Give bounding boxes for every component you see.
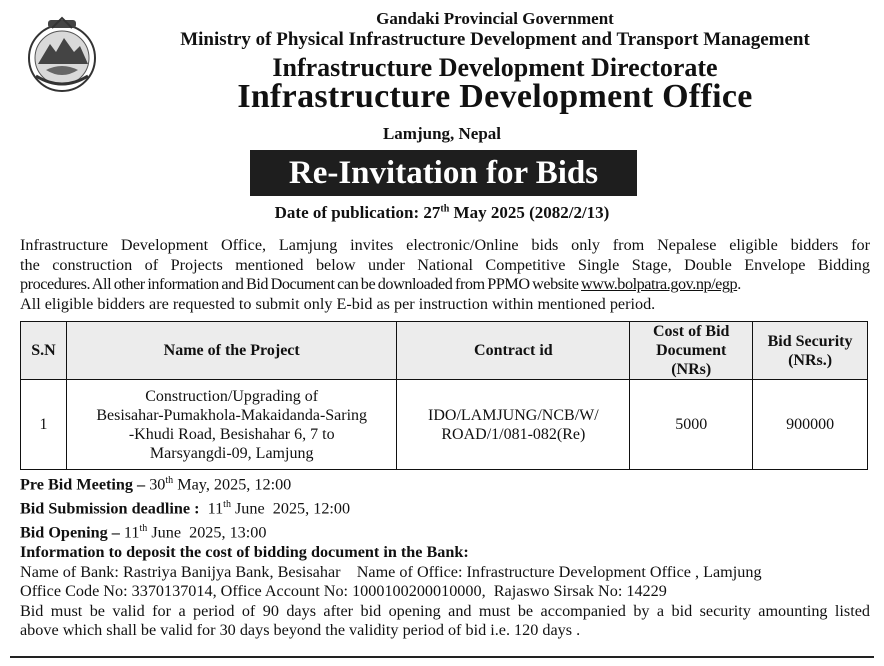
cell-project-name (66, 380, 396, 470)
notice-title-banner: Re-Invitation for Bids (250, 150, 637, 196)
intro-paragraph (20, 236, 870, 314)
submission-rest: June 2025, 12:00 (230, 499, 351, 518)
header-security-line1: Bid Security (767, 332, 853, 350)
cell-security: 900000 (753, 380, 868, 470)
header-cost-line1: Cost of Bid (652, 323, 730, 340)
table-row (21, 380, 868, 470)
project-name-line3: -Khudi Road, Besishahar 6, 7 to (128, 425, 335, 443)
project-name-line2: Besisahar-Pumakhola-Makaidanda-Saring (96, 406, 368, 424)
publication-date-prefix: Date of publication: 27 (274, 203, 441, 222)
header-contract-id: Contract id (397, 322, 630, 380)
intro-line: All eligible bidders are requested to submit only E-bid as per instruction within mentioned period. (20, 294, 656, 313)
opening-day: 11 (119, 523, 140, 542)
office-location: Lamjung, Nepal (382, 124, 502, 143)
header-project-name: Name of the Project (66, 322, 396, 380)
prebid-day: 30 (145, 475, 166, 494)
project-name-line1: Construction/Upgrading of (145, 387, 319, 405)
prebid-sup: th (165, 475, 174, 486)
opening-label: Bid Opening – (20, 523, 120, 542)
validity-line: Bid must be valid for a period of 90 days after bid opening and must be accompanied by a bid security amounting listed (20, 601, 870, 620)
publication-date-suffix: May 2025 (2082/2/13) (449, 203, 610, 222)
validity-line: above which shall be valid for 30 days beyond the validity period of bid i.e. 120 days . (20, 621, 581, 640)
submission-sup: th (223, 498, 231, 510)
projects-table (20, 321, 868, 470)
bank-line: Name of Bank: Rastriya Banijya Bank, Besisahar Name of Office: Infrastructure Development Office , Lamjung (20, 562, 762, 581)
header-security (753, 322, 868, 380)
bank-line: Office Code No: 3370137014, Office Account No: 1000100200010000, Rajaswo Sirsak No: 14229 (20, 582, 667, 601)
header-sn: S.N (21, 322, 67, 380)
bolpatra-link[interactable]: www.bolpatra.gov.np/egp (581, 275, 738, 293)
government-emblem-icon (26, 14, 98, 94)
prebid-rest: May, 2025, 12:00 (173, 475, 292, 494)
cell-cost: 5000 (630, 380, 753, 470)
intro-line: Infrastructure Development Office, Lamjung invites electronic/Online bids only from Nepalese eligible bidders for (20, 236, 870, 254)
header-cost (630, 322, 753, 380)
prebid-meeting (20, 471, 870, 495)
contract-id-line2: ROAD/1/081-082(Re) (441, 425, 586, 443)
intro-line: the construction of Projects mentioned below under National Competitive Single Stage, Double Envelope Bidding (20, 255, 870, 274)
directorate-name: Infrastructure Development Directorate (272, 53, 718, 82)
bank-heading-text: Information to deposit the cost of bidding document in the Bank: (20, 542, 469, 561)
submission-day: 11 (199, 499, 224, 518)
project-name-line4: Marsyangdi-09, Lamjung (149, 444, 314, 462)
ministry-name: Ministry of Physical Infrastructure Development and Transport Management (180, 29, 810, 50)
government-name: Gandaki Provincial Government (376, 9, 614, 28)
intro-line-text: procedures. All other information and Bid Document can be downloaded from PPMO website (20, 275, 582, 293)
bottom-divider (10, 656, 874, 658)
intro-line-end: . (737, 275, 741, 293)
cell-sn: 1 (21, 380, 67, 470)
opening-sup: th (139, 522, 148, 534)
office-name: Infrastructure Development Office (237, 78, 753, 115)
table-header-row (21, 322, 868, 380)
prebid-label: Pre Bid Meeting – (20, 475, 146, 494)
opening-rest: June 2025, 13:00 (147, 523, 267, 542)
bid-information (20, 471, 870, 641)
bank-heading (20, 543, 870, 563)
contract-id-line1: IDO/LAMJUNG/NCB/W/ (428, 406, 599, 424)
header-cost-line2: Document (NRs) (656, 342, 727, 378)
header-security-line2: (NRs.) (788, 351, 833, 369)
intro-line (20, 275, 870, 295)
submission-label: Bid Submission deadline : (20, 499, 200, 518)
submission-deadline (20, 495, 870, 519)
bid-opening (20, 519, 870, 543)
publication-date-sup: th (440, 203, 450, 215)
cell-contract-id (397, 380, 630, 470)
publication-date (0, 203, 884, 223)
